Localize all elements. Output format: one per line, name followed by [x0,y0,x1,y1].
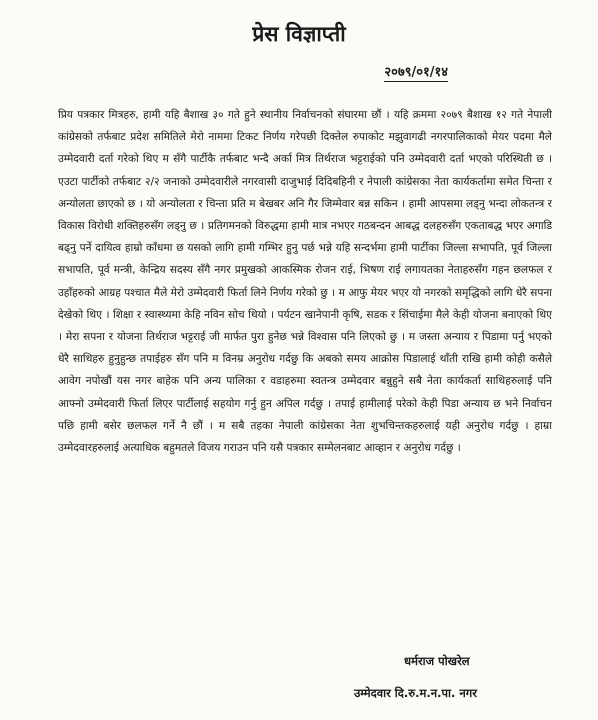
signature-title: उम्मेदवार दि.रु.म.न.पा. नगर [354,686,477,700]
document-title: प्रेस विज्ञाप्ती [252,22,346,46]
document-date: २०७९/०१/१४ [384,62,448,82]
signature-name: धर्मराज पोखरेल [404,654,470,668]
document-body: प्रिय पत्रकार मित्रहरु, हामी यहि बैशाख ३० गते हुने स्थानीय निर्वाचनको संघारमा छौं । यहि क्रममा २०७९ बैशाख १२ गते नेपाली कांग्रेसको तर्फबाट प्रदेश समितिले मेरो नाममा टिकट निर्णय गरेपछी दिक्तेल रुपाकोट मझुवागढी नगरपालिकाको मेयर पदमा मैले उम्मेदवारी दर्ता गरेको थिए म सँगै पार्टीकै तर्फबाट भन्दै अर्का मित्र तिर्थराज भट्टराईको पनि उम्मेदवारी दर्ता भएको परिस्थिती छ । एउटा पार्टीको तर्फबाट २/२ जनाको उम्मेदवारीले नगरवासी दाजुभाई दिदिबहिनी र नेपाली कांग्रेसका नेता कार्यकर्तामा समेत चिन्ता र अन्योलता छाएको छ । यो अन्योलता र चिन्ता प्रति म बेखबर अनि गैर जिम्मेवार बन्न सकिन । हामी आपसमा लड्नु भन्दा लोकतन्त्र र विकास विरोधी शक्तिहरुसँग लड्नु छ । प्रतिगमनको विरुद्धमा हामी मात्र नभएर गठबन्दन आबद्ध दलहरुसँग एकताबद्ध भएर अगाडि बढ्नु पर्ने दायित्व हाम्रो काँधमा छ यसको लागि हामी गम्भिर हुनु पर्छ भन्ने यहि सन्दर्भमा हामी पार्टीका जिल्ला सभापति, पूर्व जिल्ला सभापति, पूर्व मन्त्री, केन्द्रिय सदस्य सँगै नगर प्रमुखको आकस्मिक रोजन राई, भिषण राई लगायतका नेताहरुसँग गहन छलफल र उहाँहरुको आग्रह पश्चात मैले मेरो उम्मेदवारी फिर्ता लिने निर्णय गरेको छु । म आफु मेयर भएर यो नगरको समृद्धिको लागि धेरै सपना देखेको थिए । शिक्षा र स्वास्थ्यमा केहि नविन सोच थियो । पर्यटन खानेपानी कृषि, सडक र सिंचाईमा मैले केही योजना बनाएको थिए । मेरा सपना र योजना तिर्थराज भट्टराई जी मार्फत पुरा हुनेछ भन्ने विश्वास पनि लिएको छु । म जस्ता अन्याय र पिडामा पर्नु भएको धेरै साथिहरु हुनुहुन्छ तपाईहरु सँग पनि म विनम्र अनुरोध गर्दछु कि अबको समय आक्रोस पिडालाई थाँती राखि हामी कोही कसैले आवेग नपोखौं यस नगर बाहेक पनि अन्य पालिका र वडाहरुमा स्वतन्त्र उम्मेदवार बन्नुहुने सबै नेता कार्यकर्ता साथिहरुलाई पनि आफ्नो उम्मेदवारी फिर्ता लिएर पार्टीलाई सहयोग गर्नु हुन अपिल गर्दछु । तपाई हामीलाई परेको केही पिडा अन्याय छ भने निर्वाचन पछि हामी बसेर छलफल गर्ने नै छौं । म सबै तहका नेपाली कांग्रेसका नेता शुभचिन्तकहरुलाई यही अनुरोध गर्दछु । हाम्रा उम्मेदवारहरुलाई अत्याधिक बहुमतले विजय गराउन पनि यसै पत्रकार सम्मेलनबाट आव्हान र अनुरोध गर्दछु । [58,109,552,455]
